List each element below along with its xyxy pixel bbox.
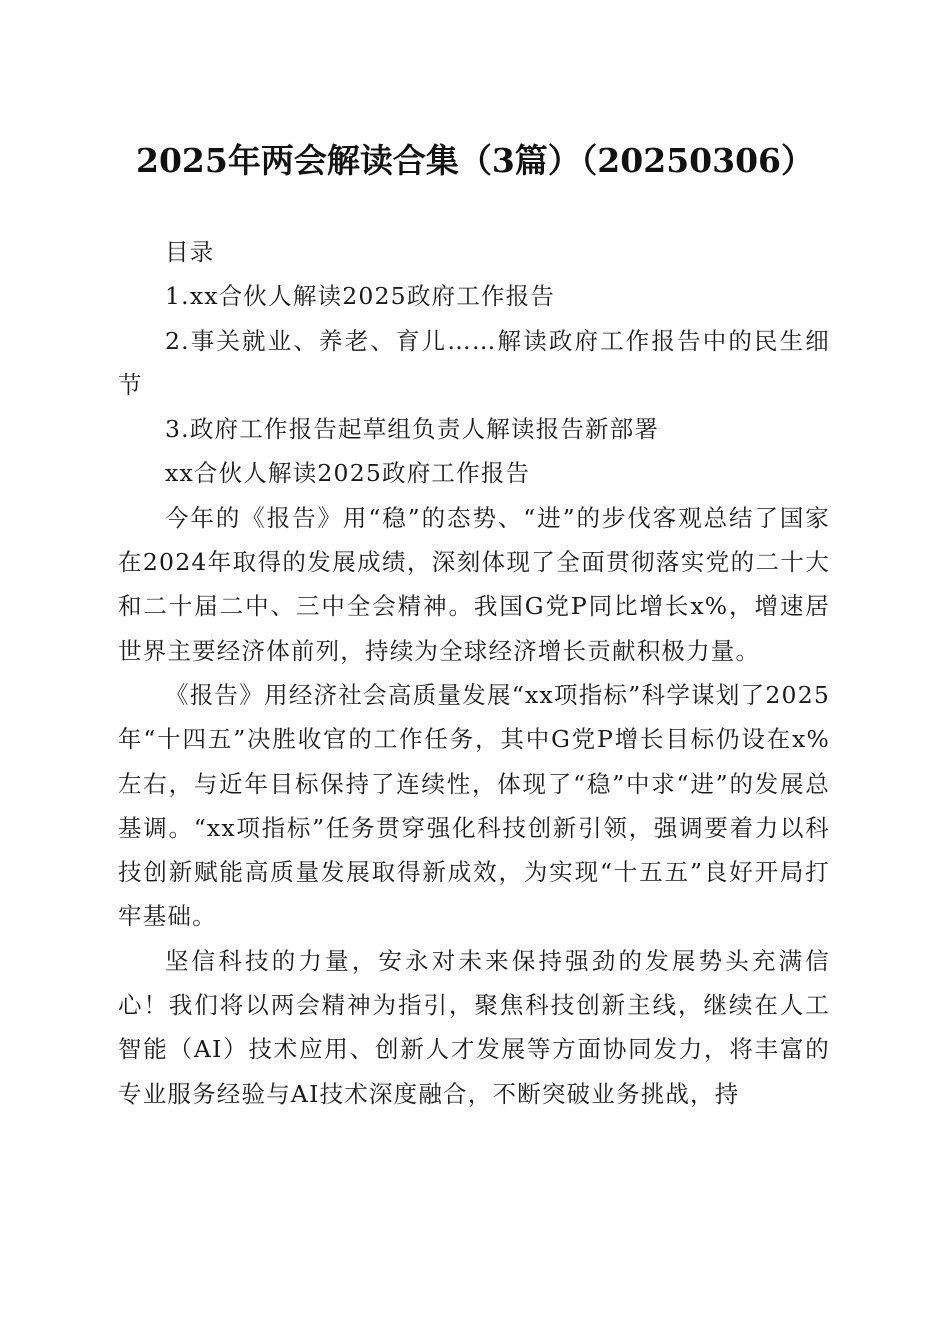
- toc-item-1: 1.xx合伙人解读2025政府工作报告: [165, 282, 556, 311]
- toc-item-3: 3.政府工作报告起草组负责人解读报告新部署: [165, 415, 660, 444]
- section-heading: xx合伙人解读2025政府工作报告: [165, 459, 531, 488]
- toc-item-2: 2.事关就业、养老、育儿……解读政府工作报告中的民生细节: [118, 326, 830, 399]
- body-paragraph: 坚信科技的力量，安永对未来保持强劲的发展势头充满信心！我们将以两会精神为指引，聚焦科技创新主线，继续在人工智能（AI）技术应用、创新人才发展等方面协同发力，将丰富的专业服务经验与AI技术深度融合，不断突破业务挑战，持: [118, 946, 830, 1108]
- toc-heading: 目录: [165, 238, 215, 266]
- body-paragraph: 今年的《报告》用“稳”的态势、“进”的步伐客观总结了国家在2024年取得的发展成绩，深刻体现了全面贯彻落实党的二十大和二十届二中、三中全会精神。我国G党P同比增长x%，增速居世界主要经济体前列，持续为全球经济增长贡献积极力量。: [118, 503, 830, 665]
- body-paragraph: 《报告》用经济社会高质量发展“xx项指标”科学谋划了2025年“十四五”决胜收官的工作任务，其中G党P增长目标仍设在x%左右，与近年目标保持了连续性，体现了“稳”中求“进”的发展总基调。“xx项指标”任务贯穿强化科技创新引领，强调要着力以科技创新赋能高质量发展取得新成效，为实现“十五五”良好开局打牢基础。: [118, 680, 830, 931]
- document-title: 2025年两会解读合集（3篇）（20250306）: [136, 141, 814, 180]
- document-body: [118, 230, 830, 1116]
